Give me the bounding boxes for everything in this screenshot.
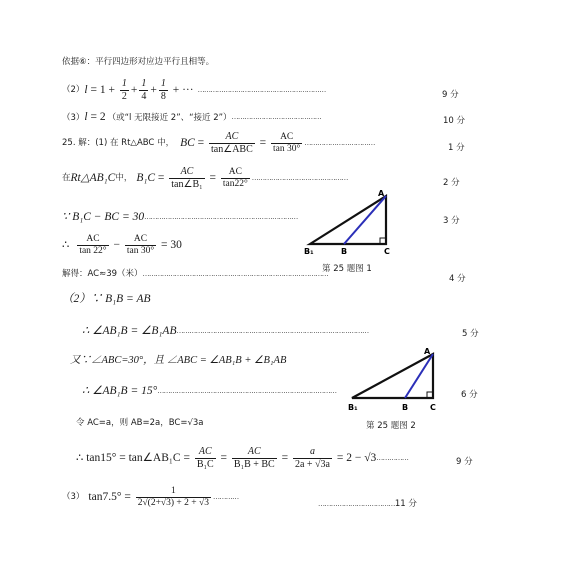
fig2-label-b: B xyxy=(402,403,409,412)
p26-score: 2 分 xyxy=(443,178,460,188)
q3-label: （3） xyxy=(62,112,85,123)
p36-lhs: tan7.5° = xyxy=(88,490,134,503)
p26-frac-2: $\frac{AC}{\tan 22^\circ}$ xyxy=(222,167,248,189)
p29-text: 解得：AC≈39（米） xyxy=(62,269,143,279)
figure-1-caption: 第 25 题图 1 xyxy=(322,264,372,274)
p25-bc: BC xyxy=(180,136,195,149)
p26-tri: Rt△AB₁C xyxy=(70,171,116,184)
p33-text: ∴ ∠AB₁B = 15° xyxy=(82,385,158,397)
p26-eq-2: = xyxy=(206,171,219,184)
p36-tail xyxy=(318,500,417,509)
p26-frac-1: $\frac{AC}{\text{tan∠B₁}}$ xyxy=(171,166,203,190)
fig1-label-b1: B₁ xyxy=(304,247,314,256)
p35-frac-3: $\frac{a}{2a + √3a}$ xyxy=(294,446,330,470)
p36-score: 11 分 xyxy=(394,499,417,509)
p26-head: 在 xyxy=(62,173,71,184)
p34-line: 令 AC=a，则 AB=2a，BC=√3a xyxy=(76,418,204,428)
p26-dots: ……………………………………… xyxy=(251,174,348,182)
p25-line xyxy=(62,131,375,156)
p29-line xyxy=(62,270,328,279)
q3-note: （或“l 无限接近 2”、“接近 2”） xyxy=(107,112,232,123)
p31-score: 5 分 xyxy=(462,329,479,339)
p35-frac-1: $\frac{AC}{\text{B₁C}}$ xyxy=(196,446,214,470)
p28-frac-1: $\frac{AC}{\tan 22^\circ}$ xyxy=(79,234,107,256)
p25-eq: = xyxy=(194,136,208,149)
p35-eq-2: = xyxy=(217,451,230,464)
fig1-label-a: A xyxy=(378,189,385,198)
p25-frac-1: $\frac{AC}{\text{tan∠ABC}}$ xyxy=(211,131,253,155)
fig1-triangle-ab1c xyxy=(310,196,386,244)
q2-eq: = 1 + xyxy=(87,83,118,96)
p31-text: ∴ ∠AB₁B = ∠B₁AB xyxy=(82,325,177,337)
q3-score: 10 分 xyxy=(443,116,466,126)
q2-tail: + ··· xyxy=(169,83,194,96)
q2-plus-2: + xyxy=(150,83,157,96)
p26-b1c: B₁C xyxy=(136,171,156,184)
q2-frac-3: $\frac{1}{8}$ xyxy=(160,78,166,102)
p28-frac-2: $\frac{AC}{\tan 30^\circ}$ xyxy=(126,234,155,256)
p33-line xyxy=(82,386,336,398)
p31-line xyxy=(82,326,368,338)
p28-line xyxy=(62,234,182,257)
p27-line xyxy=(62,212,298,224)
p28-rhs: = 30 xyxy=(158,238,182,251)
p35-dots: …………… xyxy=(376,454,409,462)
p28-therefore: ∴ xyxy=(62,238,70,251)
p35-frac-2: $\frac{AC}{\text{B₁B + BC}}$ xyxy=(233,446,275,470)
fig1-label-c: C xyxy=(384,247,390,256)
q2-dots: …………………………………………………… xyxy=(197,86,326,94)
p29-dots: …………………………………………………………………………… xyxy=(142,269,329,278)
p26-eq-1: = xyxy=(155,171,168,184)
p35-lhs: ∴ tan15° = tan∠AB₁C = xyxy=(76,451,193,464)
fig2-label-c: C xyxy=(430,403,436,412)
figure-1-diagram xyxy=(300,186,400,258)
p25-frac-2: $\frac{AC}{\tan 30^\circ}$ xyxy=(273,132,301,154)
basis-note: 依据⑥：平行四边形对应边平行且相等。 xyxy=(62,57,215,67)
q2-label: （2） xyxy=(62,85,85,96)
p32-line: 又∵∠ABC=30°，且 ∠ABC = ∠AB₁B + ∠B₁AB xyxy=(70,355,287,366)
q2-plus-1: + xyxy=(130,83,138,96)
p27-score: 3 分 xyxy=(443,216,460,226)
q2-score: 9 分 xyxy=(442,90,459,100)
fig1-segment-ab xyxy=(344,196,386,244)
fig1-label-b: B xyxy=(341,247,348,256)
p25-dots: …………………………… xyxy=(304,139,375,147)
p25-score: 1 分 xyxy=(448,143,465,153)
q2-frac-1: $\frac{1}{2}$ xyxy=(121,78,127,102)
q3-eq: = 2 xyxy=(87,111,106,123)
q2-lhs: l xyxy=(84,83,88,96)
fig2-label-a: A xyxy=(424,347,431,356)
p33-score: 6 分 xyxy=(461,390,478,400)
q3-line xyxy=(62,112,321,124)
p36-dots-2: ……………………………… xyxy=(318,499,395,508)
p36-dots-1: ………… xyxy=(212,493,239,501)
p25-eq-2: = xyxy=(256,136,270,149)
p31-dots: ……………………………………………………………………………… xyxy=(176,327,369,336)
p27-expr: ∵ B₁C − BC = 30 xyxy=(62,211,145,223)
p28-minus: − xyxy=(110,238,123,251)
q2-formula xyxy=(62,78,326,103)
fig2-label-b1: B₁ xyxy=(348,403,358,412)
p27-dots: ……………………………………………………………… xyxy=(144,213,298,222)
p30-line: （2）∵ B₁B = AB xyxy=(62,293,151,305)
p36-frac: $\frac{1}{2√(2+√3) + 2 + √3}$ xyxy=(137,486,209,508)
figure-2-caption: 第 25 题图 2 xyxy=(366,421,416,431)
p33-dots: ………………………………………………………………………… xyxy=(157,387,337,396)
q2-frac-2: $\frac{1}{4}$ xyxy=(141,78,147,102)
p35-eq-3: = xyxy=(278,451,291,464)
p35-line xyxy=(76,446,408,471)
p36-line xyxy=(62,486,239,509)
p36-label: （3） xyxy=(62,492,85,503)
figure-2-diagram xyxy=(344,344,444,420)
q3-dots: …………………………………… xyxy=(231,113,322,122)
p35-rhs: = 2 − √3 xyxy=(333,451,377,464)
p35-score: 9 分 xyxy=(456,457,473,467)
p25-head: 25. 解：(1) 在 Rt△ABC 中， xyxy=(62,138,175,149)
p29-score: 4 分 xyxy=(449,274,466,284)
p26-mid: 中， xyxy=(115,173,133,184)
q3-lhs: l xyxy=(84,111,88,123)
fig2-triangle-ab1c xyxy=(352,354,433,398)
